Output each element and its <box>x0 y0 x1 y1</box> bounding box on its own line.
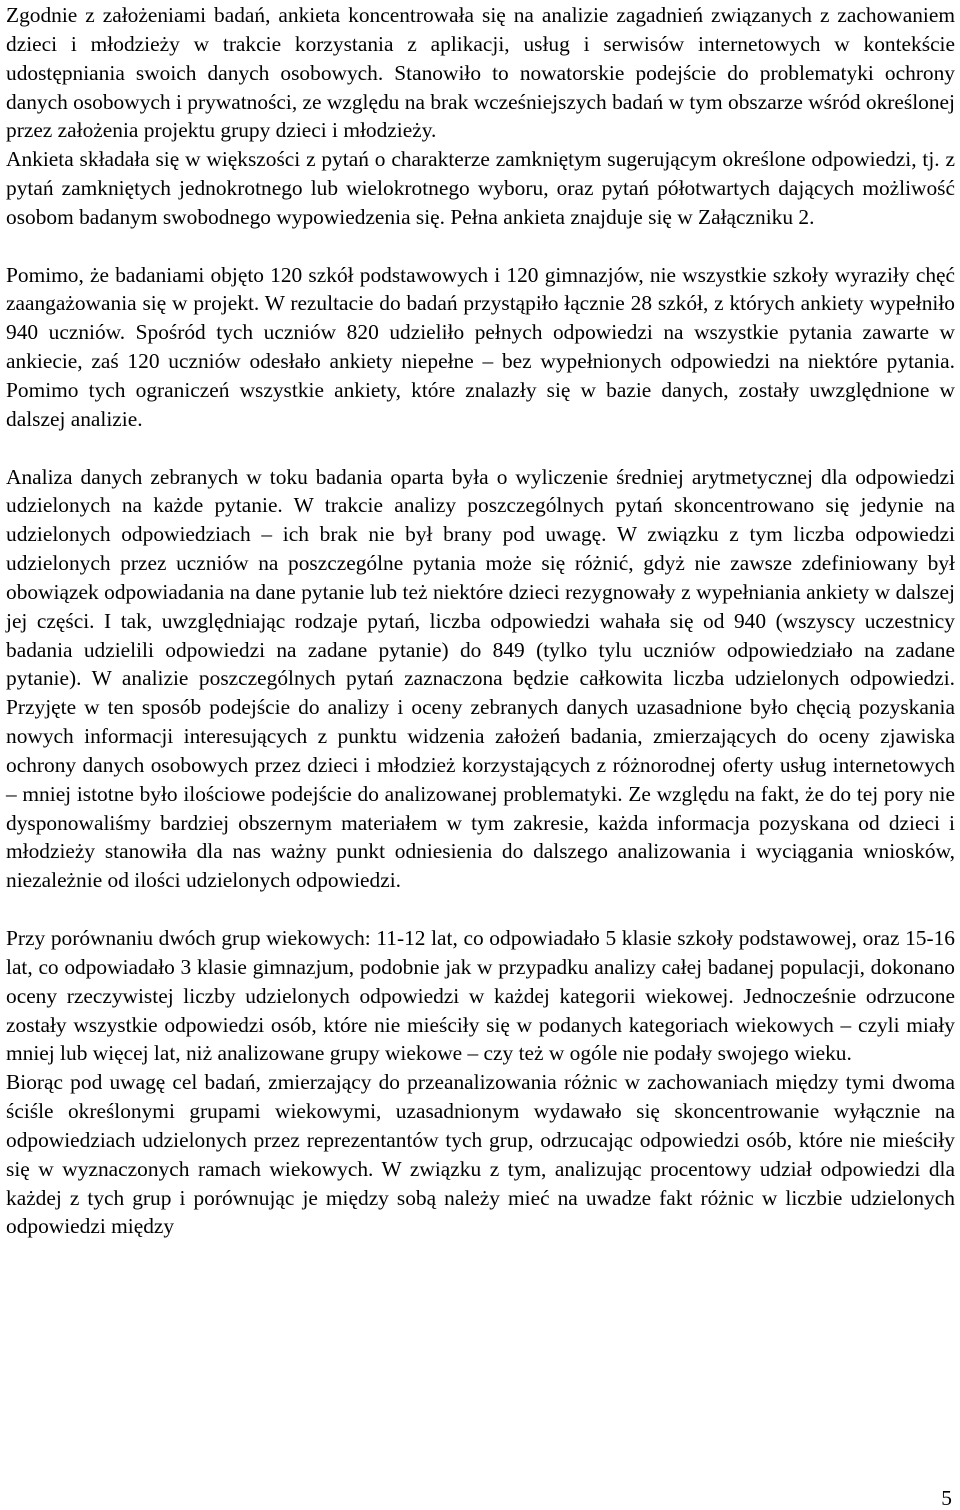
paragraph: Analiza danych zebranych w toku badania oparta była o wyliczenie średniej arytmetycznej dla odpowiedzi udzielonych na każde pytanie. W trakcie analizy poszczególnych pytań skoncentrowano się jedynie na udzielonych odpowiedziach – ich brak nie był brany pod uwagę. W związku z tym liczba odpowiedzi udzielonych przez uczniów na poszczególne pytania może się różnić, gdyż nie zawsze zdefiniowany był obowiązek odpowiadania na dane pytanie lub też niektóre dzieci rezygnowały z wypełniania ankiety w dalszej jej części. I tak, uwzględniając rodzaje pytań, liczba odpowiedzi wahała się od 940 (wszyscy uczestnicy badania udzielili odpowiedzi na zadane pytanie) do 849 (tylko tylu uczniów odpowiedziało na zadane pytanie). W analizie poszczególnych pytań zaznaczona będzie całkowita liczba udzielonych odpowiedzi. Przyjęte w ten sposób podejście do analizy i oceny zebranych danych uzasadnione było chęcią pozyskania nowych informacji interesujących z punktu widzenia założeń badania, zmierzających do oceny zjawiska ochrony danych osobowych przez dzieci i młodzież korzystających z różnorodnej oferty usług internetowych – mniej istotne było ilościowe podejście do analizowanej problematyki. Ze względu na fakt, że do tej pory nie dysponowaliśmy bardziej obszernym materiałem w tym zakresie, każda informacja pozyskana od dzieci i młodzieży stanowiła dla nas ważny punkt odniesienia do dalszego analizowania i wyciągania wniosków, niezależnie od ilości udzielonych odpowiedzi. <box>6 464 955 893</box>
paragraph: Przy porównaniu dwóch grup wiekowych: 11-12 lat, co odpowiadało 5 klasie szkoły podstawowej, oraz 15-16 lat, co odpowiadało 3 klasie gimnazjum, podobnie jak w przypadku analizy całej badanej populacji, dokonano oceny rzeczywistej liczby udzielonych odpowiedzi w każdej kategorii wiekowej. Jednocześnie odrzucone zostały wszystkie odpowiedzi osób, które nie mieściły się w podanych kategoriach wiekowych – czyli miały mniej lub więcej lat, niż analizowane grupy wiekowe – czy też w ogóle nie podały swojego wieku. <box>6 926 955 1066</box>
paragraph: Zgodnie z założeniami badań, ankieta koncentrowała się na analizie zagadnień związanych z zachowaniem dzieci i młodzieży w trakcie korzystania z aplikacji, usług i serwisów internetowych w kontekście udostępniania swoich danych osobowych. Stanowiło to nowatorskie podejście do problematyki ochrony danych osobowych i prywatności, ze względu na brak wcześniejszych badań w tym obszarze wśród określonej przez założenia projektu grupy dzieci i młodzieży. <box>6 3 955 143</box>
document-body <box>6 0 955 1241</box>
page-number: 5 <box>941 1486 952 1510</box>
paragraph: Ankieta składała się w większości z pytań o charakterze zamkniętym sugerującym określone odpowiedzi, tj. z pytań zamkniętych jednokrotnego lub wielokrotnego wyboru, oraz pytań półotwartych dających możliwość osobom badanym swobodnego wypowiedzenia się. Pełna ankieta znajduje się w Załączniku 2. <box>6 147 955 229</box>
paragraph: Pomimo, że badaniami objęto 120 szkół podstawowych i 120 gimnazjów, nie wszystkie szkoły wyraziły chęć zaangażowania się w projekt. W rezultacie do badań przystąpiło łącznie 28 szkół, z których ankiety wypełniło 940 uczniów. Spośród tych uczniów 820 udzieliło pełnych odpowiedzi na wszystkie pytania zawarte w ankiecie, zaś 120 uczniów odesłało ankiety niepełne – bez wypełnionych odpowiedzi na niektóre pytania. Pomimo tych ograniczeń wszystkie ankiety, które znalazły się w bazie danych, zostały uwzględnione w dalszej analizie. <box>6 262 955 431</box>
paragraph: Biorąc pod uwagę cel badań, zmierzający do przeanalizowania różnic w zachowaniach między tymi dwoma ściśle określonymi grupami wiekowymi, uzasadnionym wydawało się skoncentrowanie wyłącznie na odpowiedziach udzielonych przez reprezentantów tych grup, odrzucając odpowiedzi osób, które nie mieściły się w wyznaczonych ramach wiekowych. W związku z tym, analizując procentowy udział odpowiedzi dla każdej z tych grup i porównując je między sobą należy mieć na uwadze fakt różnic w liczbie udzielonych odpowiedzi między <box>6 1070 955 1239</box>
